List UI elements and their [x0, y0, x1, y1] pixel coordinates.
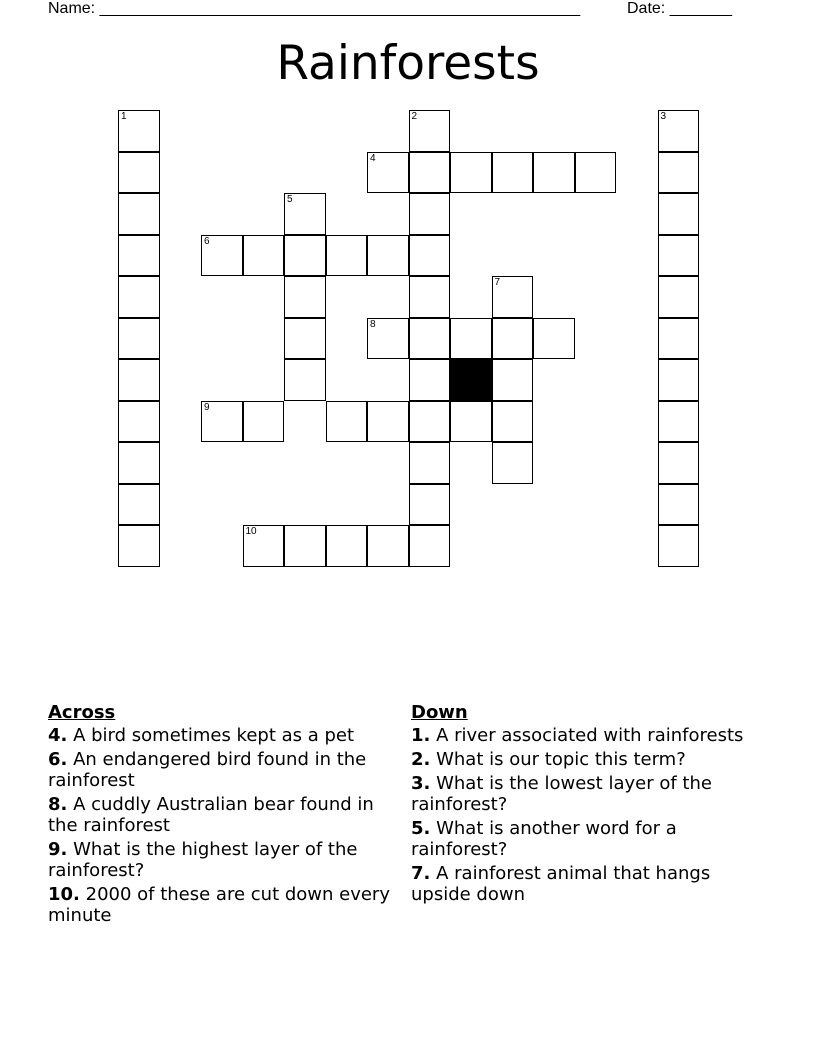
- grid-cell[interactable]: [367, 152, 409, 194]
- across-heading: Across: [48, 702, 116, 723]
- grid-cell[interactable]: [284, 525, 326, 567]
- grid-cell[interactable]: [409, 193, 451, 235]
- grid-cell[interactable]: [409, 235, 451, 277]
- clue-number-label: 2: [411, 111, 418, 122]
- grid-cell[interactable]: [118, 442, 160, 484]
- grid-cell[interactable]: [326, 235, 368, 277]
- grid-cell[interactable]: [658, 484, 700, 526]
- grid-cell[interactable]: [533, 152, 575, 194]
- grid-cell[interactable]: [118, 318, 160, 360]
- grid-cell[interactable]: [575, 152, 617, 194]
- clue-text: What is the lowest layer of the rainforest?: [411, 773, 712, 815]
- grid-cell[interactable]: [409, 525, 451, 567]
- grid-cell[interactable]: [658, 110, 700, 152]
- clue-number-label: 9: [204, 401, 210, 413]
- grid-block: [450, 359, 492, 401]
- clue-number: 3.: [411, 773, 431, 794]
- grid-cell[interactable]: [533, 318, 575, 360]
- grid-cell[interactable]: [658, 318, 700, 360]
- clue-number-label: 5: [287, 194, 293, 205]
- grid-cell[interactable]: [243, 235, 285, 277]
- grid-cell[interactable]: [409, 359, 451, 401]
- grid-cell[interactable]: [450, 152, 492, 194]
- grid-cell[interactable]: [367, 235, 409, 277]
- down-clues: [411, 702, 771, 908]
- grid-cell[interactable]: [409, 442, 451, 484]
- grid-cell[interactable]: [118, 152, 160, 194]
- grid-cell[interactable]: [658, 359, 700, 401]
- clue-number-label: 10: [245, 526, 257, 537]
- clue-number: 5.: [411, 818, 431, 839]
- grid-cell[interactable]: [450, 318, 492, 360]
- grid-cell[interactable]: [658, 152, 700, 194]
- clue-number: 9.: [48, 839, 68, 860]
- grid-cell[interactable]: [118, 110, 160, 152]
- name-field[interactable]: Name: ______________________________________________________: [48, 0, 581, 17]
- grid-cell[interactable]: [243, 401, 285, 443]
- across-clue: [48, 725, 393, 746]
- across-clue: [48, 794, 393, 836]
- grid-cell[interactable]: [658, 193, 700, 235]
- grid-cell[interactable]: [118, 359, 160, 401]
- grid-cell[interactable]: [409, 110, 451, 152]
- grid-cell[interactable]: [367, 525, 409, 567]
- across-clue: [48, 749, 393, 791]
- grid-cell[interactable]: [409, 152, 451, 194]
- down-clue: [411, 818, 771, 860]
- clue-number-label: 4: [370, 152, 376, 164]
- grid-cell[interactable]: [492, 401, 534, 443]
- grid-cell[interactable]: [367, 318, 409, 360]
- clue-number-label: 1: [121, 111, 127, 122]
- grid-cell[interactable]: [284, 359, 326, 401]
- grid-cell[interactable]: [492, 359, 534, 401]
- grid-cell[interactable]: [118, 235, 160, 277]
- grid-cell[interactable]: [367, 401, 409, 443]
- grid-cell[interactable]: [658, 276, 700, 318]
- grid-cell[interactable]: [492, 152, 534, 194]
- grid-cell[interactable]: [658, 442, 700, 484]
- clue-number: 1.: [411, 725, 431, 746]
- down-clue: [411, 863, 771, 905]
- grid-cell[interactable]: [409, 401, 451, 443]
- grid-cell[interactable]: [409, 484, 451, 526]
- clue-text: What is the highest layer of the rainforest?: [48, 839, 358, 881]
- grid-cell[interactable]: [409, 276, 451, 318]
- clue-text: A bird sometimes kept as a pet: [67, 725, 355, 746]
- grid-cell[interactable]: [492, 276, 534, 318]
- grid-cell[interactable]: [658, 525, 700, 567]
- clue-number-label: 8: [370, 318, 376, 330]
- grid-cell[interactable]: [658, 401, 700, 443]
- clue-number: 2.: [411, 749, 431, 770]
- clue-text: A river associated with rainforests: [430, 725, 744, 746]
- down-clue: [411, 725, 771, 746]
- clue-number: 8.: [48, 794, 68, 815]
- clue-text: A cuddly Australian bear found in the rainforest: [48, 794, 374, 836]
- clue-text: 2000 of these are cut down every minute: [48, 884, 390, 926]
- clue-number: 10.: [48, 884, 80, 905]
- grid-cell[interactable]: [201, 235, 243, 277]
- grid-cell[interactable]: [326, 401, 368, 443]
- grid-cell[interactable]: [201, 401, 243, 443]
- puzzle-title: Rainforests: [276, 36, 540, 91]
- grid-cell[interactable]: [118, 484, 160, 526]
- grid-cell[interactable]: [118, 401, 160, 443]
- grid-cell[interactable]: [658, 235, 700, 277]
- grid-cell[interactable]: [284, 235, 326, 277]
- clue-text: An endangered bird found in the rainforest: [48, 749, 367, 791]
- down-clue: [411, 749, 771, 770]
- across-clues: [48, 702, 393, 929]
- clue-text: What is another word for a rainforest?: [411, 818, 677, 860]
- clue-number: 6.: [48, 749, 68, 770]
- clue-number-label: 6: [204, 235, 210, 247]
- across-clue: [48, 884, 393, 926]
- down-clue: [411, 773, 771, 815]
- down-heading: Down: [411, 702, 468, 723]
- across-clue: [48, 839, 393, 881]
- grid-cell[interactable]: [118, 525, 160, 567]
- grid-cell[interactable]: [492, 318, 534, 360]
- clue-number-label: 7: [494, 277, 501, 288]
- date-field[interactable]: Date: _______: [627, 0, 732, 17]
- clue-text: What is our topic this term?: [430, 749, 686, 770]
- grid-cell[interactable]: [284, 193, 326, 235]
- clue-text: A rainforest animal that hangs upside down: [411, 863, 711, 905]
- clue-number: 7.: [411, 863, 431, 884]
- grid-cell[interactable]: [409, 318, 451, 360]
- grid-cell[interactable]: [118, 276, 160, 318]
- clue-number-label: 3: [660, 111, 667, 122]
- grid-cell[interactable]: [284, 318, 326, 360]
- grid-cell[interactable]: [118, 193, 160, 235]
- grid-cell[interactable]: [326, 525, 368, 567]
- grid-cell[interactable]: [284, 276, 326, 318]
- clue-number: 4.: [48, 725, 68, 746]
- grid-cell[interactable]: [492, 442, 534, 484]
- grid-cell[interactable]: [243, 525, 285, 567]
- grid-cell[interactable]: [450, 401, 492, 443]
